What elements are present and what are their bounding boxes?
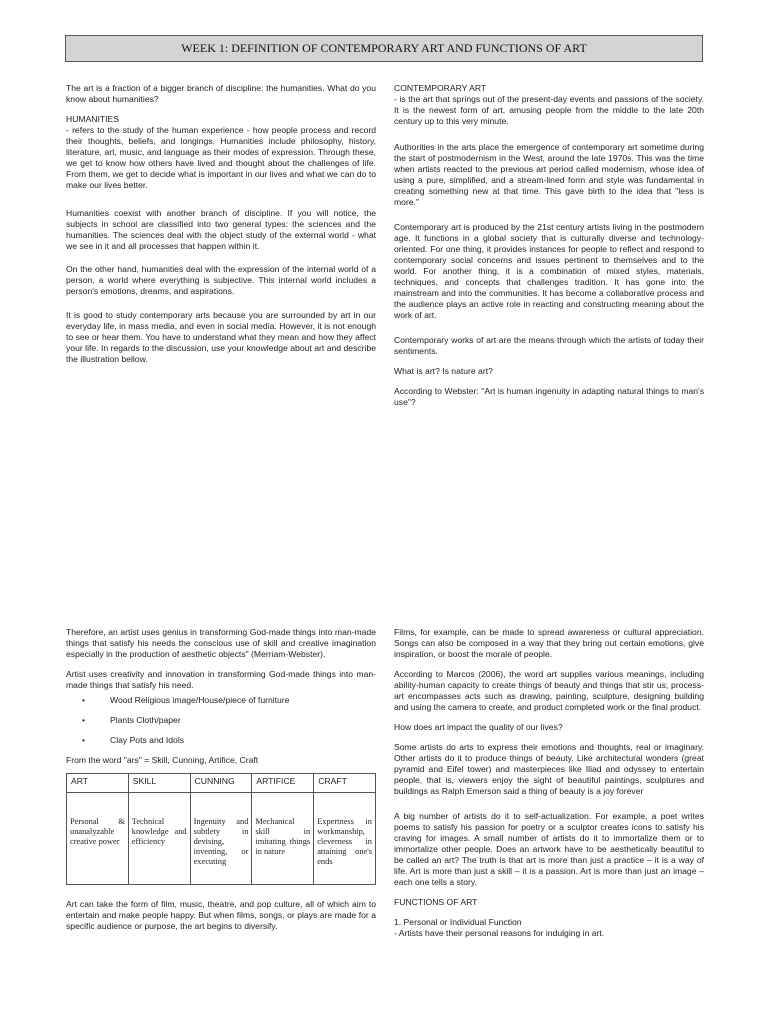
page-title: WEEK 1: DEFINITION OF CONTEMPORARY ART AND FUNCTIONS OF ART [65, 35, 703, 62]
list-item: • Clay Pots and Idols [82, 735, 185, 745]
table-header-cell: ART [67, 774, 129, 793]
top-right-column [394, 83, 704, 417]
table-cell: Personal & unanalyzable creative power [67, 793, 129, 885]
table-header-cell: SKILL [128, 774, 190, 793]
functions-heading: FUNCTIONS OF ART [394, 897, 478, 907]
contemporary-art-definition: - is the art that springs out of the present-day events and passions of the society. It is the newest form of art, amusing people from the middle to the late 20th century up to this very minute. [394, 94, 704, 126]
table-cell: Mechanical skill in imitating things in nature [252, 793, 314, 885]
list-item: • Plants Cloth/paper [82, 715, 181, 725]
table-header-cell: ARTIFICE [252, 774, 314, 793]
ars-terms-table [66, 773, 376, 885]
personal-function-body: - Artists have their personal reasons for indulging in art. [394, 928, 605, 938]
artist-uses-paragraph: Artist uses creativity and innovation in transforming God-made things into man-made things that satisfy his need. [66, 669, 376, 690]
marcos-paragraph: According to Marcos (2006), the word art supplies various meanings, including ability-human capacity to create things of beauty and things that stir us; process- art encompasses acts such as drawing, painting, sculpture, designing building and using the camera to create, and product completed work or the final product. [394, 669, 704, 712]
list-item: • Wood Religious image/House/piece of furniture [82, 695, 290, 705]
bottom-right-column [394, 627, 704, 939]
table-cell: Ingenuity and subtlety in devising, inventing, or executing [190, 793, 252, 885]
self-actualization-paragraph: A big number of artists do it to self-actualization. For example, a poet writes poems to satisfy his passion for poetry or a sculptor creates icons to satisfy his craving for images. A small number of artists do it to immortalize them or to immortalize other people. Does an artwork have to be aesthetically beautiful to be called an art? The truth is that art is more than just a practice – it is a way of life. Art is more than just a skill – it is a passion. Art is more than just an image – each one tells a story. [394, 811, 704, 887]
other-hand-paragraph: On the other hand, humanities deal with the expression of the internal world of a person, a world where everything is subjective. This internal world includes a person's emotions, dreams, and aspirations. [66, 264, 376, 296]
ars-definition: From the word "ars" = Skill, Cunning, Artifice, Craft [66, 755, 259, 765]
authorities-paragraph: Authorities in the arts place the emergence of contemporary art sometime during the start of postmodernism in the West, around the late 1970s. This was the time when artists reacted to the previous art period called modernism, whose idea of using a pure, simplified, and a stream-lined form and style was fundamental in creating something new at that time. This gave birth to the idea that "less is more." [394, 142, 704, 207]
bullet-icon: • [82, 715, 86, 725]
intro-paragraph: The art is a fraction of a bigger branch of discipline: the humanities. What do you know about humanities? [66, 83, 376, 104]
therefore-paragraph: Therefore, an artist uses genius in transforming God-made things into man-made things that satisfy his needs the conscious use of skill and creative imagination especially in the production of aesthetic objects" (Merriam-Webster). [66, 627, 376, 659]
bullet-icon: • [82, 695, 86, 705]
personal-function-heading: 1. Personal or Individual Function [394, 917, 522, 927]
bullet-icon: • [82, 735, 86, 745]
coexist-paragraph: Humanities coexist with another branch of discipline. If you will notice, the subjects in school are classified into two general types: the sciences and the humanities. The sciences deal with the object study of the external world - what we see in it and all processes that happen within it. [66, 208, 376, 251]
humanities-definition: - refers to the study of the human experience - how people process and record their thoughts, beliefs, and longings. Humanities include philosophy, history, literature, art, music, and language as their modes of expression. Through these, we get to know how others have lived and thought about the challenges of life. From them, we get to decide what is important in our lives and what we can do to make our lives better. [66, 125, 376, 190]
impact-question: How does art impact the quality of our lives? [394, 722, 563, 732]
bottom-left-column [66, 627, 376, 941]
table-header-cell: CRAFT [314, 774, 376, 793]
table-header-row [67, 774, 376, 793]
material-list [66, 695, 376, 746]
produced-paragraph: Contemporary art is produced by the 21st century artists living in the postmodern age. It functions in a global society that is culturally diverse and technology-oriented. For one thing, it provides instances for people to reflect and respond to contemporary social concerns and issues pertinent to themselves and to the world. For another thing, it is a combination of mixed styles, materials, techniques, and concepts that challenges tradition. It has gone into the mainstream and into the communities. It has become a collaborative process and the audience plays an active role in reacting and constructing meaning about the work of art. [394, 222, 704, 320]
table-cell: Technical knowledge and efficiency [128, 793, 190, 885]
art-forms-paragraph: Art can take the form of film, music, theatre, and pop culture, all of which aim to entertain and make people happy. But when films, songs, or plays are made for a specific audience or purpose, the art begins to diversify. [66, 899, 376, 931]
table-header-cell: CUNNING [190, 774, 252, 793]
table-row [67, 793, 376, 885]
express-paragraph: Some artists do arts to express their emotions and thoughts, real or imaginary. Other artists do it to produce things of beauty. Like architectural wonders (great pyramid and Eifel tower) and masterpieces like Iliad and odyssey to entertain people, that is, viewers enjoy the sight of beautiful paintings, sculptures and buildings as Ralph Emerson said a thing of beauty is a joy forever [394, 742, 704, 796]
contemporary-art-heading: CONTEMPORARY ART [394, 83, 487, 93]
webster-quote: According to Webster: "Art is human ingenuity in adapting natural things to man's use"? [394, 386, 704, 407]
works-paragraph: Contemporary works of art are the means through which the artists of today their sentiments. [394, 335, 704, 356]
art-question: What is art? Is nature art? [394, 366, 493, 376]
good-to-study-paragraph: It is good to study contemporary arts because you are surrounded by art in our everyday life, in mass media, and even in social media. However, it is not enough to see or hear them. You have to understand what they mean and how they affect your life. In regards to the discussion, use your knowledge about art and describe the illustration bellow. [66, 310, 376, 364]
table-cell: Expertness in workmanship, cleverness in attaining one's ends [314, 793, 376, 885]
top-left-column [66, 83, 376, 374]
humanities-heading: HUMANITIES [66, 114, 119, 124]
films-paragraph: Films, for example, can be made to spread awareness or cultural appreciation. Songs can also be composed in a way that they bring out certain emotions, give inspiration, or boost the morale of people. [394, 627, 704, 659]
